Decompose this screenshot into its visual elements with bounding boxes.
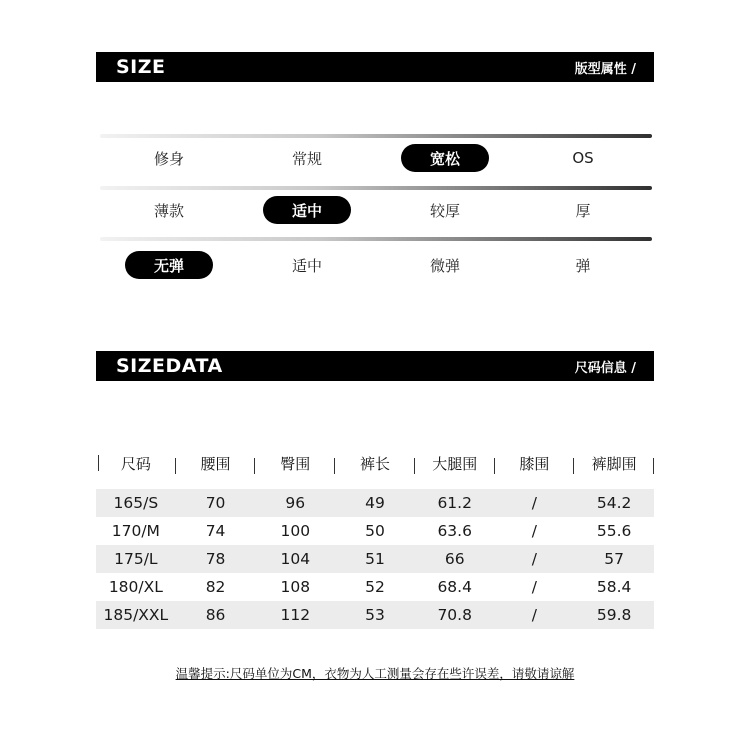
fit-option-os: OS — [572, 149, 594, 167]
cell-hip: 96 — [285, 494, 306, 512]
header-size: 尺码 — [96, 453, 176, 474]
header-hem: 裤脚围 — [574, 453, 654, 474]
fit-attribute-row — [100, 143, 652, 173]
thickness-option-thick: 厚 — [575, 201, 591, 220]
divider-line — [100, 237, 652, 241]
table-row — [96, 573, 654, 601]
size-section-title: SIZE — [116, 56, 166, 78]
divider-line — [100, 186, 652, 190]
sizedata-section-title: SIZEDATA — [116, 355, 223, 377]
elasticity-option-none: 无弹 — [125, 251, 213, 279]
cell-hip: 108 — [280, 578, 311, 596]
cell-size: 175/L — [114, 550, 158, 568]
cell-waist: 78 — [205, 550, 226, 568]
thickness-option-thin: 薄款 — [153, 201, 184, 220]
sizedata-section-subtitle: 尺码信息 / — [574, 360, 636, 376]
cell-thigh: 70.8 — [437, 606, 472, 624]
size-table-header — [96, 450, 654, 476]
cell-thigh: 63.6 — [437, 522, 472, 540]
size-section-subtitle: 版型属性 / — [574, 61, 636, 77]
cell-hem: 55.6 — [596, 522, 632, 540]
thickness-option-thicker: 较厚 — [429, 201, 460, 220]
thickness-option-medium: 适中 — [263, 196, 351, 224]
cell-knee: / — [531, 606, 538, 624]
footnote-text: 温馨提示:尺码单位为CM，衣物为人工测量会存在些许误差，请敬请谅解 — [175, 666, 575, 681]
cell-knee: / — [531, 522, 538, 540]
cell-length: 50 — [365, 522, 385, 540]
cell-hem: 59.8 — [596, 606, 632, 624]
table-row — [96, 489, 654, 517]
header-length: 裤长 — [335, 453, 415, 474]
size-section-bar — [96, 52, 654, 82]
cell-hip: 104 — [280, 550, 311, 568]
cell-waist: 70 — [205, 494, 226, 512]
cell-size: 180/XL — [108, 578, 163, 596]
cell-knee: / — [531, 550, 538, 568]
sizedata-section-bar — [96, 351, 654, 381]
cell-hem: 54.2 — [596, 494, 632, 512]
header-knee: 膝围 — [495, 453, 575, 474]
elasticity-option-medium: 适中 — [291, 256, 322, 275]
cell-length: 51 — [365, 550, 385, 568]
cell-length: 52 — [365, 578, 385, 596]
elasticity-option-slight: 微弹 — [429, 256, 460, 275]
cell-hem: 58.4 — [596, 578, 632, 596]
table-row — [96, 517, 654, 545]
cell-hip: 112 — [280, 606, 311, 624]
elasticity-option-stretch: 弹 — [575, 256, 591, 275]
cell-length: 53 — [365, 606, 385, 624]
header-waist: 腰围 — [176, 453, 256, 474]
cell-size: 165/S — [113, 494, 159, 512]
cell-thigh: 66 — [444, 550, 465, 568]
thickness-attribute-row — [100, 195, 652, 225]
cell-knee: / — [531, 578, 538, 596]
header-thigh: 大腿围 — [415, 453, 495, 474]
cell-knee: / — [531, 494, 538, 512]
cell-thigh: 68.4 — [437, 578, 472, 596]
table-row — [96, 601, 654, 629]
cell-hip: 100 — [280, 522, 311, 540]
cell-hem: 57 — [604, 550, 624, 568]
cell-waist: 86 — [205, 606, 226, 624]
cell-length: 49 — [365, 494, 385, 512]
cell-waist: 74 — [205, 522, 226, 540]
cell-thigh: 61.2 — [437, 494, 472, 512]
cell-size: 170/M — [111, 522, 160, 540]
fit-option-slim: 修身 — [153, 149, 184, 168]
elasticity-attribute-row — [100, 250, 652, 280]
header-hip: 臀围 — [255, 453, 335, 474]
measurement-footnote — [0, 663, 750, 682]
cell-size: 185/XXL — [103, 606, 169, 624]
cell-waist: 82 — [205, 578, 226, 596]
fit-option-loose: 宽松 — [401, 144, 489, 172]
fit-option-regular: 常规 — [291, 149, 322, 168]
table-row — [96, 545, 654, 573]
divider-line — [100, 134, 652, 138]
